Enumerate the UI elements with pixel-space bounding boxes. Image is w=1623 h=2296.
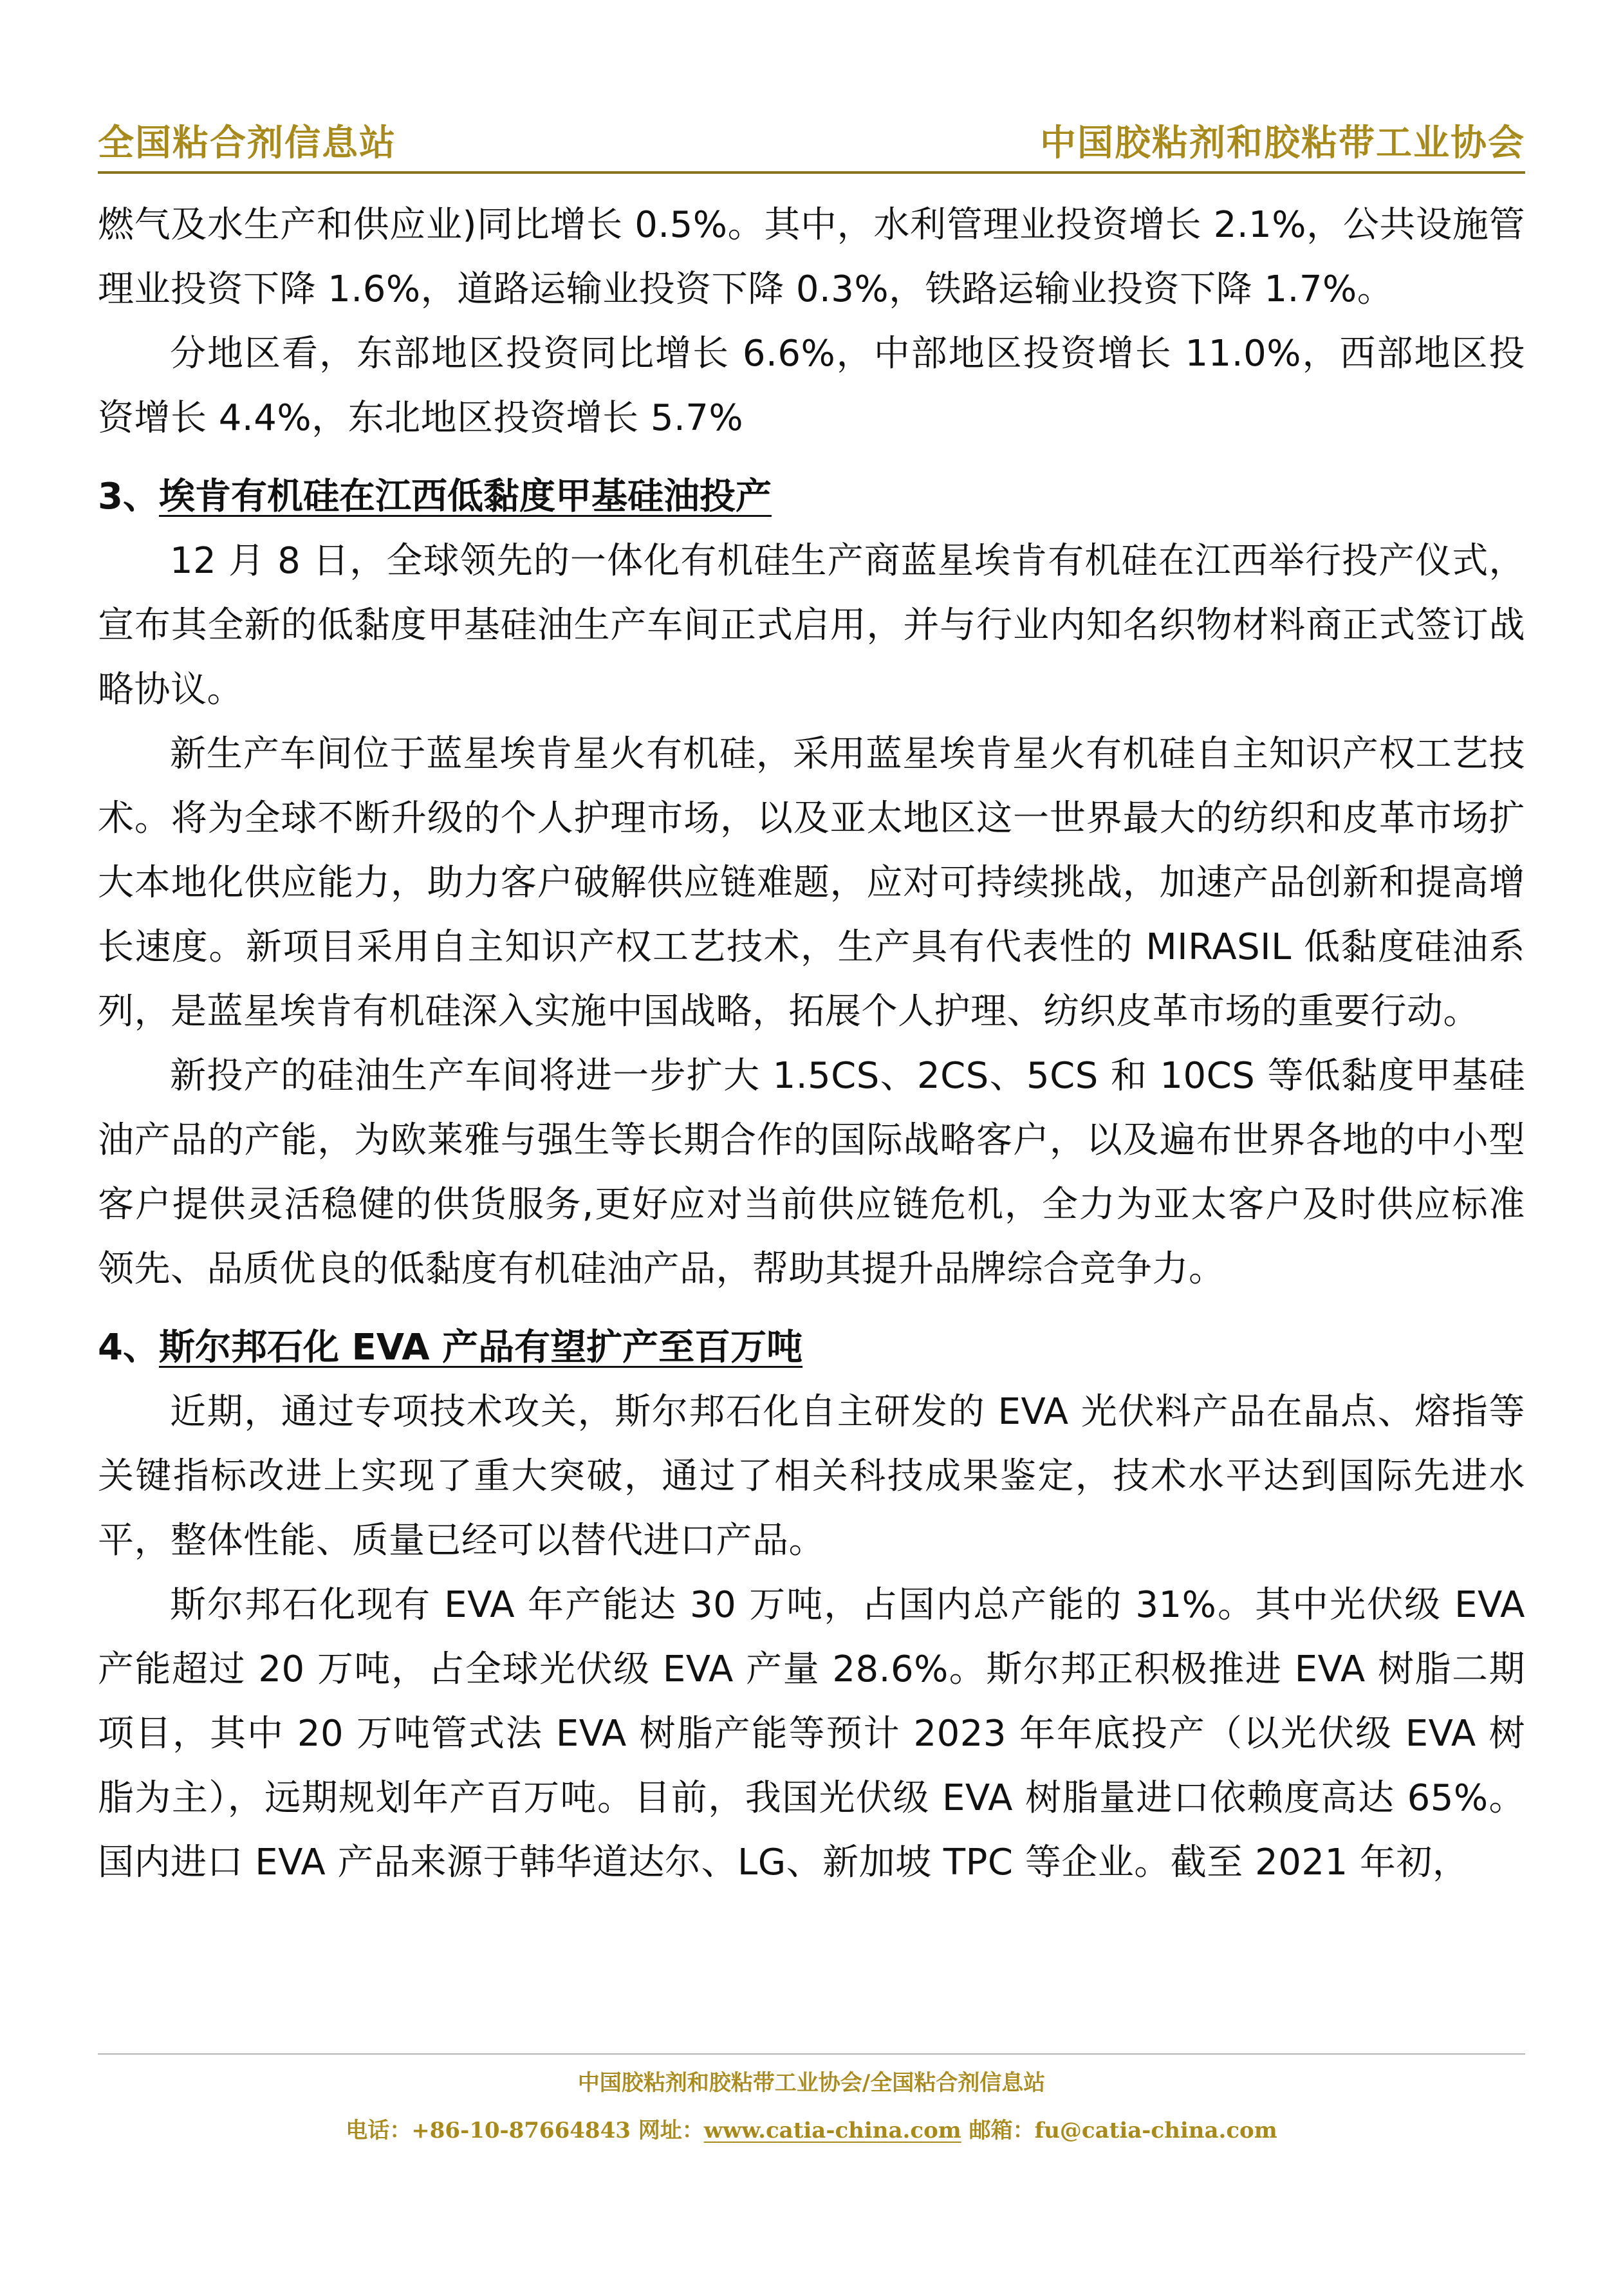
section-4-paragraph-2: 斯尔邦石化现有 EVA 年产能达 30 万吨，占国内总产能的 31%。其中光伏级 EVA 产能超过 20 万吨，占全球光伏级 EVA 产量 28.6%。斯尔邦正积极推进 EVA 树脂二期项目，其中 20 万吨管式法 EVA 树脂产能等预计 2023 年年底投产（以光伏级 EVA 树脂为主），远期规划年产百万吨。目前，我国光伏级 EVA 树脂量进口依赖度高达 65%。国内进口 EVA 产品来源于韩华道达尔、LG、新加坡 TPC 等企业。截至 2021 年初， <box>98 1584 1525 1883</box>
footer-contact <box>0 2113 1623 2144</box>
section-3-paragraph-2: 新生产车间位于蓝星埃肯星火有机硅，采用蓝星埃肯星火有机硅自主知识产权工艺技术。将为全球不断升级的个人护理市场，以及亚太地区这一世界最大的纺织和皮革市场扩大本地化供应能力，助力客户破解供应链难题，应对可持续挑战，加速产品创新和提高增长速度。新项目采用自主知识产权工艺技术，生产具有代表性的 MIRASIL 低黏度硅油系列，是蓝星埃肯有机硅深入实施中国战略，拓展个人护理、纺织皮革市场的重要行动。 <box>98 733 1525 1032</box>
footer-phone: +86-10-87664843 <box>411 2118 631 2143</box>
section-4-title: 斯尔邦石化 EVA 产品有望扩产至百万吨 <box>158 1327 803 1368</box>
footer-phone-label: 电话： <box>346 2118 412 2143</box>
section-3-paragraph-3: 新投产的硅油生产车间将进一步扩大 1.5CS、2CS、5CS 和 10CS 等低黏度甲基硅油产品的产能，为欧莱雅与强生等长期合作的国际战略客户，以及遍布世界各地的中小型客户提供灵活稳健的供货服务,更好应对当前供应链危机，全力为亚太客户及时供应标准领先、品质优良的低黏度有机硅油产品，帮助其提升品牌综合竞争力。 <box>98 1055 1525 1290</box>
footer-website-link[interactable]: www.catia-china.com <box>703 2118 961 2143</box>
section-3-title: 埃肯有机硅在江西低黏度甲基硅油投产 <box>158 476 772 518</box>
intro-paragraph-1: 燃气及水生产和供应业)同比增长 0.5%。其中，水利管理业投资增长 2.1%，公共设施管理业投资下降 1.6%，道路运输业投资下降 0.3%，铁路运输业投资下降 1.7%。 <box>98 204 1525 310</box>
intro-paragraph-2: 分地区看，东部地区投资同比增长 6.6%，中部地区投资增长 11.0%，西部地区投资增长 4.4%，东北地区投资增长 5.7% <box>98 333 1525 439</box>
page-content <box>98 193 1525 1895</box>
footer-organization: 中国胶粘剂和胶粘带工业协会/全国粘合剂信息站 <box>577 2070 1046 2096</box>
header-right-title: 中国胶粘剂和胶粘带工业协会 <box>1040 122 1525 164</box>
page-header <box>98 108 1525 174</box>
section-4-paragraph-1: 近期，通过专项技术攻关，斯尔邦石化自主研发的 EVA 光伏料产品在晶点、熔指等关键指标改进上实现了重大突破，通过了相关科技成果鉴定，技术水平达到国际先进水平，整体性能、质量已经可以替代进口产品。 <box>98 1391 1525 1562</box>
section-3-heading <box>98 465 1525 529</box>
footer-email[interactable]: fu@catia-china.com <box>1034 2118 1277 2143</box>
footer-divider <box>98 2053 1525 2055</box>
section-3-number: 3、 <box>98 476 159 518</box>
footer-email-label: 邮箱： <box>969 2118 1035 2143</box>
section-4-number: 4、 <box>98 1327 159 1368</box>
section-4-heading <box>98 1316 1525 1380</box>
footer-website-label: 网址： <box>638 2118 704 2143</box>
header-left-title: 全国粘合剂信息站 <box>98 122 396 164</box>
section-3-paragraph-1: 12 月 8 日，全球领先的一体化有机硅生产商蓝星埃肯有机硅在江西举行投产仪式，宣布其全新的低黏度甲基硅油生产车间正式启用，并与行业内知名织物材料商正式签订战略协议。 <box>98 540 1525 711</box>
